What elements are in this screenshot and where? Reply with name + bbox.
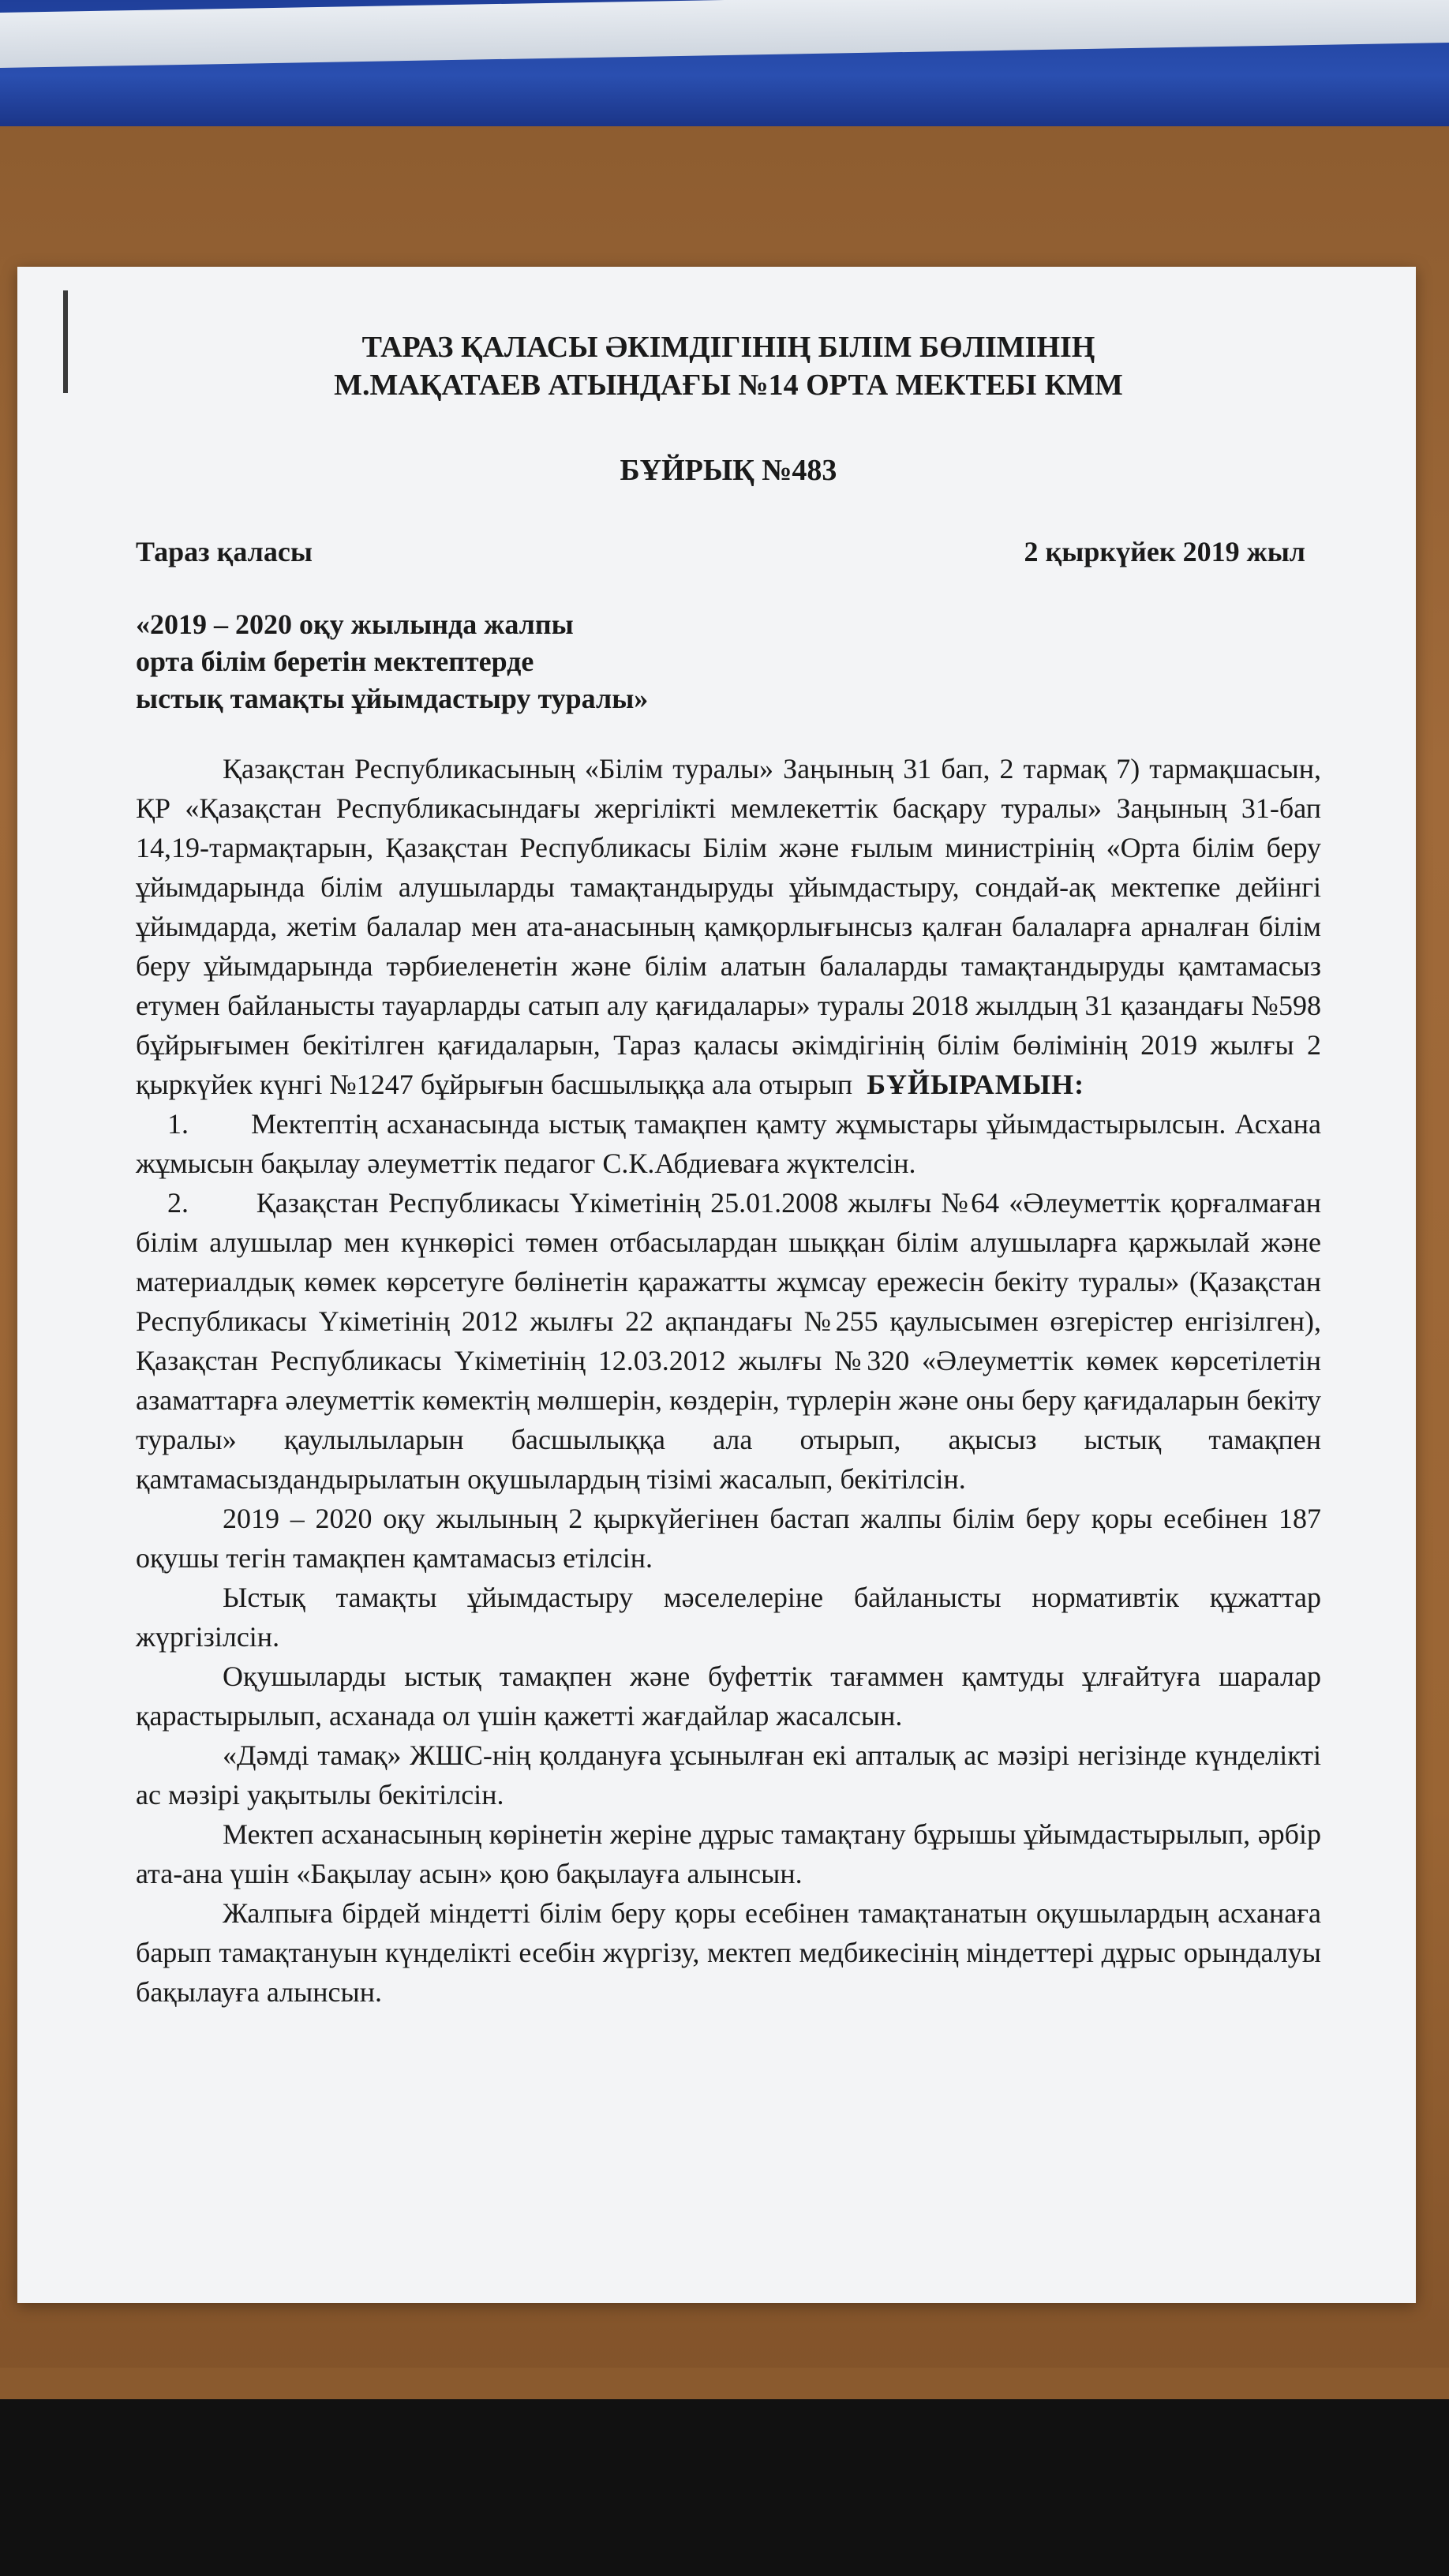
paragraph-6: «Дәмді тамақ» ЖШС-нің қолдануға ұсынылған екі апталық ас мәзірі негізінде күнделікті ас мәзірі уақытылы бекітілсін.	[136, 1739, 1321, 1810]
document-body	[136, 749, 1321, 2012]
header-line-1: ТАРАЗ ҚАЛАСЫ ӘКІМДІГІНІҢ БІЛІМ БӨЛІМІНІҢ	[361, 331, 1095, 364]
paragraph-1: 1. Мектептің асханасында ыстық тамақпен қамту жұмыстары ұйымдастырылсын. Асхана жұмысын бақылау әлеуметтік педагог С.К.Абдиеваға жүктелсін.	[136, 1108, 1321, 1179]
paragraph-8: Жалпыға бірдей міндетті білім беру қоры есебінен тамақтанатын оқушылардың асханаға барып тамақтануын күнделікті есебін жүргізу, мектеп медбикесінің міндеттері дұрыс орындалуы бақылауға алынсын.	[136, 1897, 1321, 2008]
margin-mark	[63, 290, 68, 393]
place-date-line	[136, 535, 1321, 568]
paragraph-7: Мектеп асханасының көрінетін жеріне дұрыс тамақтану бұрышы ұйымдастырылып, әрбір ата-ана үшін «Бақылау асын» қою бақылауға алынсын.	[136, 1818, 1321, 1889]
dark-surface	[0, 2368, 1449, 2576]
header-line-2: М.МАҚАТАЕВ АТЫНДАҒЫ №14 ОРТА МЕКТЕБІ КММ	[334, 369, 1123, 402]
intro-text: Қазақстан Республикасының «Білім туралы» Заңының 31 бап, 2 тармақ 7) тармақшасын, ҚР «Қазақстан Республикасындағы жергілікті мемлекеттік басқару туралы» Заңының 31-бап 14,19-тармақтарын, Қазақстан Республикасы Білім және ғылым министрінің «Орта білім беру ұйымдарында білім алушыларды тамақтандыруды ұйымдастыру, сондай-ақ мектепке дейінгі ұйымдарда, жетім балалар мен ата-анасының қамқорлығынсыз қалған балаларға арналған білім беру ұйымдарында тәрбиеленетін және білім алатын балаларды тамақтандыруды қамтамасыз етумен байланысты тауарларды сатып алу қағидалары» туралы 2018 жылдың 31 қазандағы №598 бұйрығымен бекітілген қағидаларын, Тараз қаласы әкімдігінің білім бөлімінің 2019 жылғы 2 қыркүйек күнгі №1247 бұйрығын басшылыққа ала отырып	[136, 753, 1321, 1100]
intro-paragraph	[136, 749, 1321, 1104]
document-page	[17, 267, 1416, 2303]
document-header	[136, 328, 1321, 404]
place: Тараз қаласы	[136, 536, 313, 567]
table-edge	[0, 2368, 1449, 2399]
paragraph-2: 2. Қазақстан Республикасы Үкіметінің 25.01.2008 жылғы №64 «Әлеуметтік қорғалмаған білім алушылар мен күнкөрісі төмен отбасылардан шыққан білім алушыларға қаржылай және материалдық көмек көрсетуге бөлінетін қаражатты жұмсау ережесін бекіту туралы» (Қазақстан Республикасы Үкіметінің 2012 жылғы 22 ақпандағы №255 қаулысымен өзгерістер енгізілген), Қазақстан Республикасы Үкіметінің 12.03.2012 жылғы №320 «Әлеуметтік көмек көрсетілетін азаматтарға әлеуметтік көмектің мөлшерін, көздерін, түрлерін және оны беру қағидаларын бекіту туралы» қаулылыларын басшылыққа ала отырып, ақысыз ыстық тамақпен қамтамасыздандырылатын оқушылардың тізімі жасалып, бекітілсін.	[136, 1187, 1321, 1495]
paragraph-5: Оқушыларды ыстық тамақпен және буфеттік тағаммен қамтуды ұлғайтуға шаралар қарастырылып, асханада ол үшін қажетті жағдайлар жасалсын.	[136, 1661, 1321, 1732]
order-title: БҰЙРЫҚ №483	[620, 454, 837, 487]
date: 2 қыркүйек 2019 жыл	[1024, 536, 1305, 567]
paragraph-4: Ыстық тамақты ұйымдастыру мәселелеріне байланысты нормативтік құжаттар жүргізілсін.	[136, 1582, 1321, 1653]
intro-emphasis: БҰЙЫРАМЫН:	[867, 1069, 1085, 1100]
order-subject: «2019 – 2020 оқу жылында жалпы орта білім беретін мектептерде ыстық тамақты ұйымдастыру туралы»	[136, 608, 649, 714]
paragraph-3: 2019 – 2020 оқу жылының 2 қыркүйегінен бастап жалпы білім беру қоры есебінен 187 оқушы тегін тамақпен қамтамасыз етілсін.	[136, 1503, 1321, 1574]
